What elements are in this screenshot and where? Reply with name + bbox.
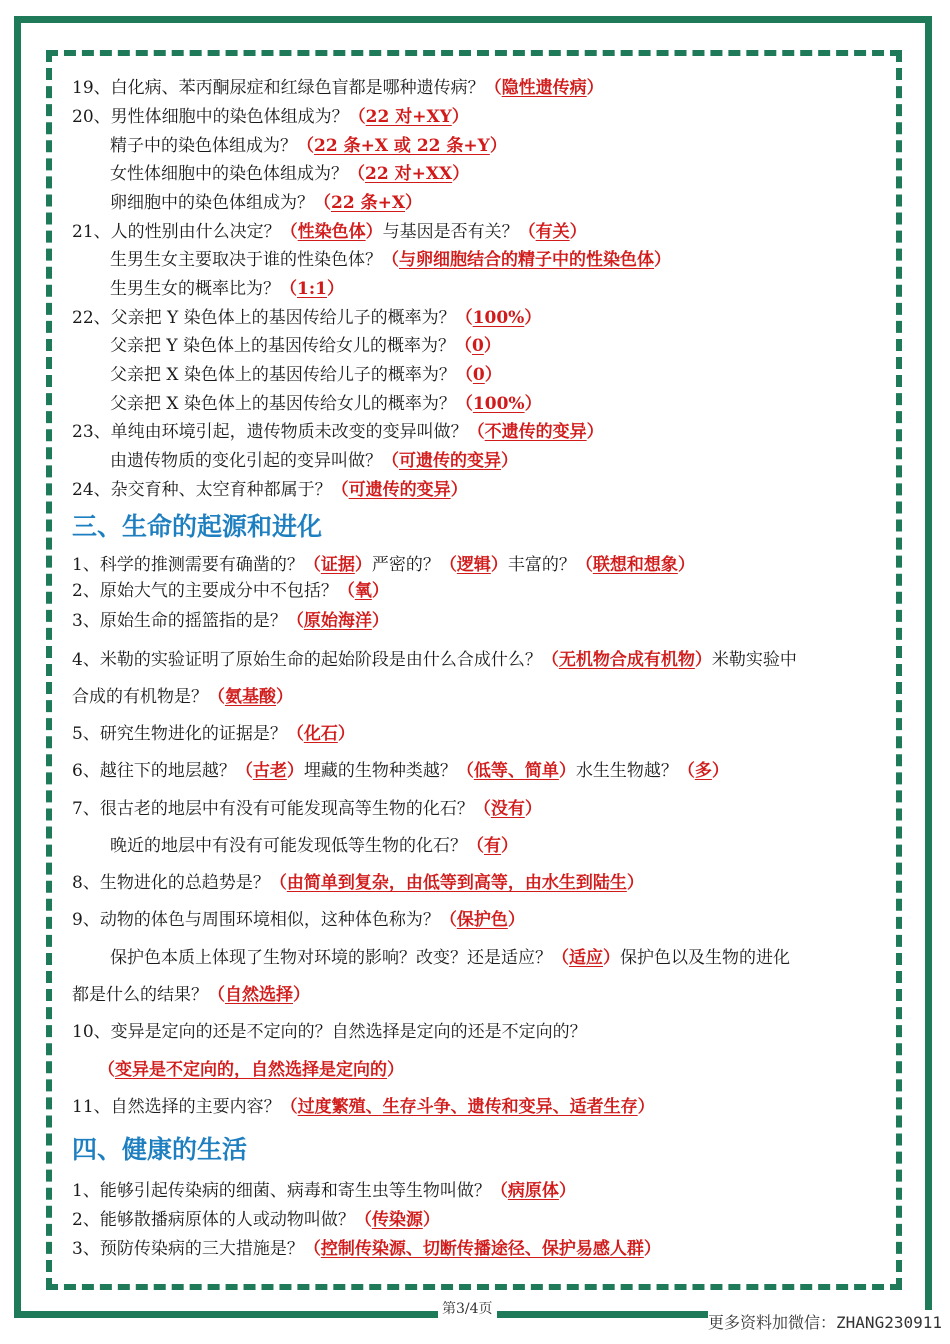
- s3-item-8: 8、生物进化的总趋势是？（由简单到复杂，由低等到高等，由水生到陆生）: [72, 873, 644, 893]
- s3-item-11: 11、自然选择的主要内容？（过度繁殖、生存斗争、遗传和变异、适者生存）: [72, 1097, 655, 1117]
- s3-item-2: 2、原始大气的主要成分中不包括？（氧）: [72, 581, 389, 601]
- s3-item-9-b: 保护色本质上体现了生物对环境的影响？改变？还是适应？（适应）保护色以及生物的进化: [110, 948, 790, 968]
- q20-sperm: 精子中的染色体组成为？（22 条+X 或 22 条+Y）: [110, 136, 507, 156]
- s4-item-1: 1、能够引起传染病的细菌、病毒和寄生虫等生物叫做？（病原体）: [72, 1181, 576, 1201]
- s4-item-2: 2、能够散播病原体的人或动物叫做？（传染源）: [72, 1210, 440, 1230]
- s4-item-3: 3、预防传染病的三大措施是？（控制传染源、切断传播途径、保护易感人群）: [72, 1239, 661, 1259]
- section4-heading: 四、健康的生活: [72, 1135, 248, 1164]
- q19: 19、白化病、苯丙酮尿症和红绿色盲都是哪种遗传病？（隐性遗传病）: [72, 78, 604, 98]
- q20-egg: 卵细胞中的染色体组成为？（22 条+X）: [110, 193, 423, 213]
- s3-item-4-cont: 合成的有机物是？（氨基酸）: [72, 687, 293, 707]
- q24: 24、杂交育种、太空育种都属于？（可遗传的变异）: [72, 480, 468, 500]
- q22-c: 父亲把 X 染色体上的基因传给儿子的概率为？（0）: [110, 365, 502, 385]
- s3-item-1: 1、科学的推测需要有确凿的？（证据）严密的？（逻辑）丰富的？（联想和想象）: [72, 555, 695, 575]
- q22-d: 父亲把 X 染色体上的基因传给女儿的概率为？（100%）: [110, 394, 542, 414]
- q20: 20、男性体细胞中的染色体组成为？（22 对+XY）: [72, 107, 469, 127]
- s3-item-9-c: 都是什么的结果？（自然选择）: [72, 985, 310, 1005]
- s3-item-9: 9、动物的体色与周围环境相似，这种体色称为？（保护色）: [72, 910, 525, 930]
- page-number: 第3/4页: [438, 1298, 497, 1318]
- q23: 23、单纯由环境引起，遗传物质未改变的变异叫做？（不遗传的变异）: [72, 422, 604, 442]
- q21-ratio: 生男生女的概率比为？（1:1）: [110, 279, 344, 299]
- s3-item-7-b: 晚近的地层中有没有可能发现低等生物的化石？（有）: [110, 836, 518, 856]
- s3-item-3: 3、原始生命的摇篮指的是？（原始海洋）: [72, 611, 389, 631]
- q21: 21、人的性别由什么决定？（性染色体）与基因是否有关？（有关）: [72, 222, 587, 242]
- q21-sex: 生男生女主要取决于谁的性染色体？（与卵细胞结合的精子中的性染色体）: [110, 250, 671, 270]
- section3-heading: 三、生命的起源和进化: [72, 512, 323, 541]
- q23-b: 由遗传物质的变化引起的变异叫做？（可遗传的变异）: [110, 451, 518, 471]
- q20-female: 女性体细胞中的染色体组成为？（22 对+XX）: [110, 164, 470, 184]
- s3-item-10-answer: （变异是不定向的，自然选择是定向的）: [98, 1060, 404, 1080]
- s3-item-7: 7、很古老的地层中有没有可能发现高等生物的化石？（没有）: [72, 799, 542, 819]
- s3-item-10: 10、变异是定向的还是不定向的？自然选择是定向的还是不定向的？: [72, 1022, 587, 1042]
- q22-b: 父亲把 Y 染色体上的基因传给女儿的概率为？（0）: [110, 336, 501, 356]
- wechat-note: 更多资料加微信：ZHANG230911: [708, 1310, 942, 1333]
- q22: 22、父亲把 Y 染色体上的基因传给儿子的概率为？（100%）: [72, 308, 542, 328]
- s3-item-4: 4、米勒的实验证明了原始生命的起始阶段是由什么合成什么？（无机物合成有机物）米勒实验中: [72, 650, 797, 670]
- s3-item-5: 5、研究生物进化的证据是？（化石）: [72, 724, 355, 744]
- s3-item-6: 6、越往下的地层越？（古老）埋藏的生物种类越？（低等、简单）水生生物越？（多）: [72, 761, 729, 781]
